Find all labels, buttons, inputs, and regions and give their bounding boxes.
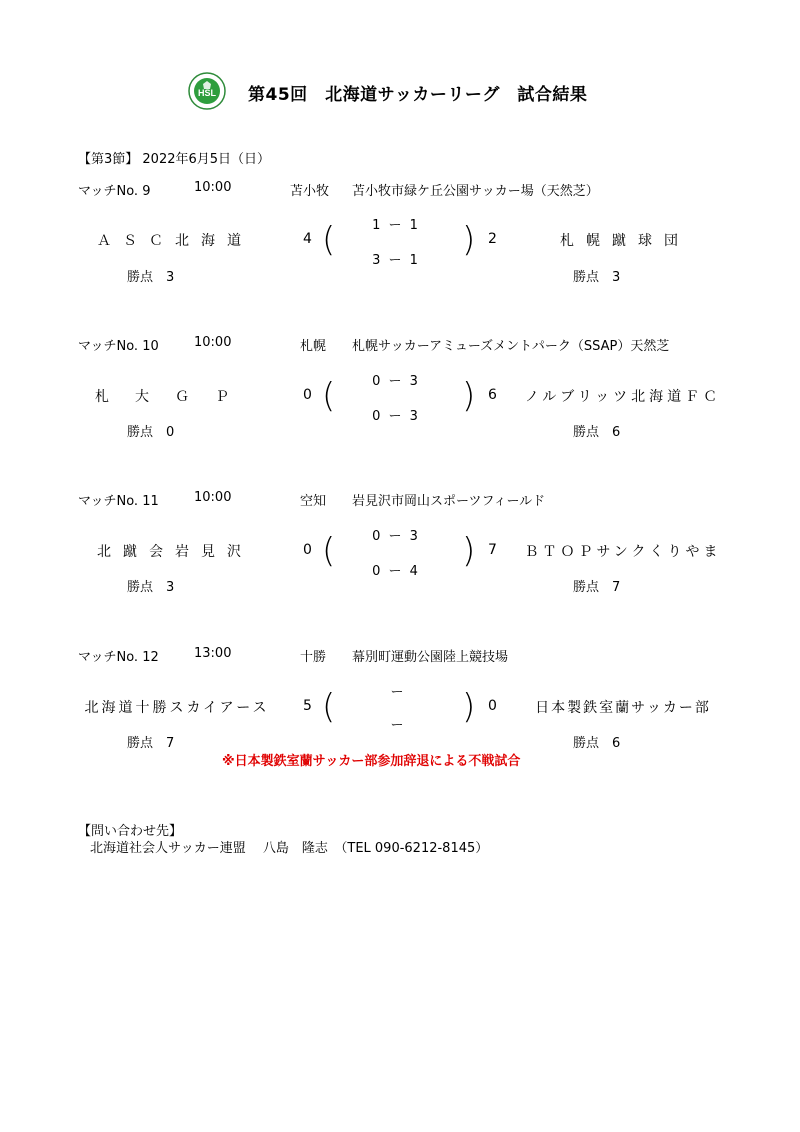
away-goals: 6 <box>488 387 497 403</box>
area: 十勝 <box>300 650 327 665</box>
kickoff-time: 10:00 <box>194 490 232 505</box>
home-points: 勝点 3 <box>127 270 175 285</box>
close-paren: ) <box>462 687 476 727</box>
kickoff-time: 10:00 <box>194 180 232 195</box>
first-half-score: ー <box>390 685 406 700</box>
home-goals: 4 <box>303 231 312 247</box>
kickoff-time: 10:00 <box>194 335 232 350</box>
away-points: 勝点 6 <box>573 425 621 440</box>
open-paren: ( <box>322 376 336 416</box>
second-half-score: 0 ー 4 <box>372 564 420 579</box>
second-half-score: 3 ー 1 <box>372 253 420 268</box>
away-team: ノルブリッツ北海道ＦＣ <box>524 389 722 405</box>
hsl-logo <box>188 72 226 110</box>
away-points: 勝点 3 <box>573 270 621 285</box>
open-paren: ( <box>322 220 336 260</box>
away-points: 勝点 7 <box>573 580 621 595</box>
away-team: 日本製鉄室蘭サッカー部 <box>535 700 711 716</box>
close-paren: ) <box>462 376 476 416</box>
second-half-score: 0 ー 3 <box>372 409 420 424</box>
match-number: マッチNo. 12 <box>78 650 159 665</box>
kickoff-time: 13:00 <box>194 646 232 661</box>
home-team: 北海道十勝スカイアース <box>84 700 270 716</box>
away-team: 札幌蹴球団 <box>560 233 690 249</box>
away-goals: 0 <box>488 698 497 714</box>
contact-heading: 【問い合わせ先】 <box>78 824 183 839</box>
home-goals: 5 <box>303 698 312 714</box>
venue: 岩見沢市岡山スポーツフィールド <box>352 494 546 509</box>
venue: 札幌サッカーアミューズメントパーク（SSAP）天然芝 <box>352 339 670 354</box>
close-paren: ) <box>462 531 476 571</box>
area: 札幌 <box>300 339 327 354</box>
first-half-score: 0 ー 3 <box>372 529 420 544</box>
second-half-score: ー <box>390 718 406 733</box>
match-number: マッチNo. 11 <box>78 494 159 509</box>
home-team: 北蹴会岩見沢 <box>97 544 253 560</box>
contact-info: 北海道社会人サッカー連盟 八島 隆志 （TEL 090-6212-8145） <box>90 841 489 856</box>
area: 苫小牧 <box>290 184 330 199</box>
match-number: マッチNo. 10 <box>78 339 159 354</box>
venue: 苫小牧市緑ケ丘公園サッカー場（天然芝） <box>352 184 599 199</box>
page-title: 第45回 北海道サッカーリーグ 試合結果 <box>248 85 588 105</box>
open-paren: ( <box>322 687 336 727</box>
home-goals: 0 <box>303 387 312 403</box>
close-paren: ) <box>462 220 476 260</box>
first-half-score: 0 ー 3 <box>372 374 420 389</box>
match-number: マッチNo. 9 <box>78 184 151 199</box>
forfeit-notice: ※日本製鉄室蘭サッカー部参加辞退による不戦試合 <box>222 754 521 769</box>
area: 空知 <box>300 494 327 509</box>
home-points: 勝点 3 <box>127 580 175 595</box>
home-points: 勝点 7 <box>127 736 175 751</box>
venue: 幕別町運動公園陸上競技場 <box>352 650 509 665</box>
home-points: 勝点 0 <box>127 425 175 440</box>
open-paren: ( <box>322 531 336 571</box>
away-points: 勝点 6 <box>573 736 621 751</box>
home-team: 札大ＧＰ <box>95 389 255 405</box>
round-date: 【第3節】 2022年6月5日（日） <box>78 152 271 167</box>
away-team: ＢＴＯＰサンクくりやま <box>524 544 722 560</box>
home-goals: 0 <box>303 542 312 558</box>
away-goals: 7 <box>488 542 497 558</box>
first-half-score: 1 ー 1 <box>372 218 420 233</box>
home-team: ＡＳＣ北海道 <box>97 233 253 249</box>
logo-text: HSL <box>198 88 216 98</box>
away-goals: 2 <box>488 231 497 247</box>
